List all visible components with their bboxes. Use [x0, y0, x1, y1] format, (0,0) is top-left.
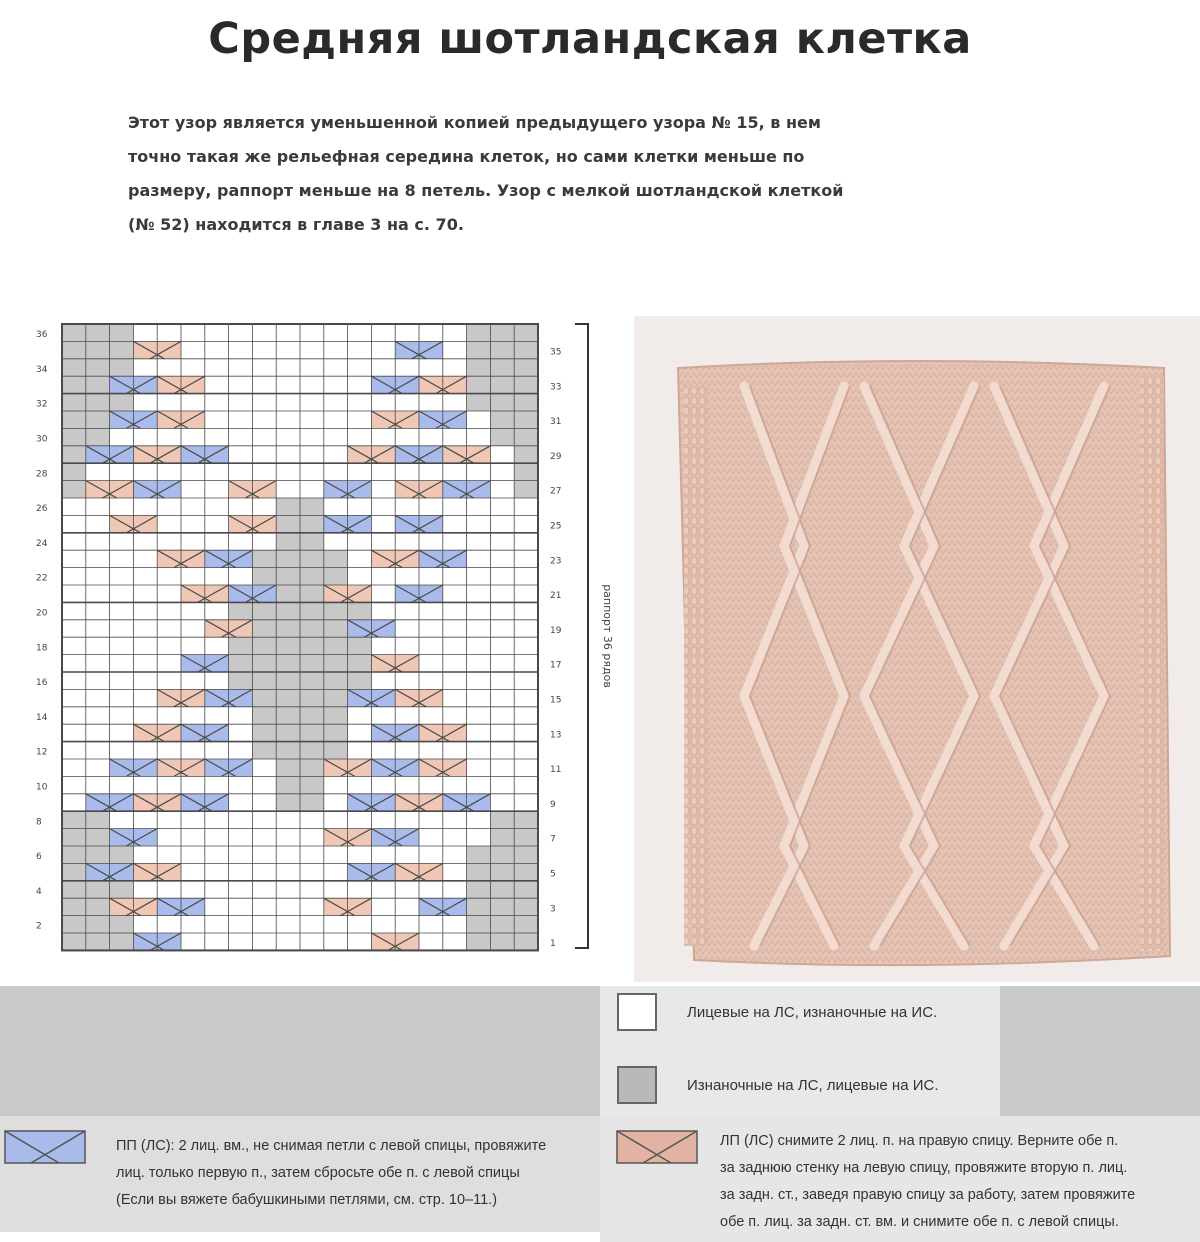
- legend-line: ПП (ЛС): 2 лиц. вм., не снимая петли с левой спицы, провяжите: [116, 1138, 547, 1154]
- row-number: 21: [550, 591, 562, 602]
- intro-paragraph: [128, 106, 928, 242]
- purl-stitch-block: [86, 324, 110, 446]
- row-number: 6: [36, 852, 42, 863]
- intro-line: размеру, раппорт меньше на 8 петель. Узор с мелкой шотландской клеткой: [128, 181, 844, 200]
- left-cross-icon: [616, 1130, 698, 1164]
- left-row-numbers: [36, 330, 48, 932]
- row-number: 17: [550, 660, 562, 671]
- row-number: 26: [36, 504, 48, 515]
- page-title: Средняя шотландская клетка: [208, 14, 972, 64]
- row-number: 30: [36, 434, 48, 445]
- legend-line: за заднюю стенку на левую спицу, провяжите вторую п. лиц.: [720, 1160, 1128, 1176]
- right-cross-text: [116, 1133, 546, 1214]
- legend-line: (Если вы вяжете бабушкиными петлями, см. стр. 10–11.): [116, 1192, 498, 1208]
- legend-knit-text: Лицевые на ЛС, изнаночные на ИС.: [687, 1003, 938, 1021]
- repeat-bracket: [575, 324, 588, 948]
- row-number: 2: [36, 921, 42, 932]
- row-number: 28: [36, 469, 48, 480]
- intro-line: (№ 52) находится в главе 3 на с. 70.: [128, 215, 464, 234]
- row-number: 7: [550, 834, 556, 845]
- right-row-numbers: [550, 347, 562, 949]
- row-number: 27: [550, 486, 562, 497]
- purl-square-icon: [617, 1066, 657, 1104]
- row-number: 1: [550, 939, 556, 950]
- legend-knit: [617, 993, 937, 1031]
- row-number: 22: [36, 573, 48, 584]
- row-number: 33: [550, 382, 562, 393]
- row-number: 11: [550, 765, 562, 776]
- row-number: 24: [36, 538, 48, 549]
- row-number: 16: [36, 678, 48, 689]
- legend-left-cross: [600, 1116, 1200, 1242]
- row-number: 14: [36, 712, 48, 723]
- row-number: 19: [550, 625, 562, 636]
- row-number: 9: [550, 799, 556, 810]
- row-number: 4: [36, 886, 42, 897]
- row-number: 31: [550, 417, 562, 428]
- legend-purl: [617, 1066, 939, 1104]
- row-number: 15: [550, 695, 562, 706]
- row-number: 34: [36, 364, 48, 375]
- legend-purl-text: Изнаночные на ЛС, лицевые на ИС.: [687, 1076, 939, 1094]
- row-number: 23: [550, 556, 562, 567]
- purl-stitch-block: [467, 324, 491, 411]
- row-number: 5: [550, 869, 556, 880]
- swatch-image: [634, 316, 1200, 982]
- row-number: 18: [36, 643, 48, 654]
- knit-square-icon: [617, 993, 657, 1031]
- row-number: 3: [550, 904, 556, 915]
- legend-line: лиц. только первую п., затем сбросьте обе п. с левой спицы: [116, 1165, 520, 1181]
- intro-line: точно такая же рельефная середина клеток, но сами клетки меньше по: [128, 147, 805, 166]
- legend-line: ЛП (ЛС) снимите 2 лиц. п. на правую спицу. Верните обе п.: [720, 1133, 1119, 1149]
- row-number: 29: [550, 451, 562, 462]
- legend-line: обе п. лиц. за задн. ст. вм. и снимите обе п. с левой спицы.: [720, 1214, 1119, 1230]
- row-number: 12: [36, 747, 48, 758]
- chart-grid: [62, 324, 538, 950]
- intro-line: Этот узор является уменьшенной копией предыдущего узора № 15, в нем: [128, 113, 821, 132]
- row-number: 10: [36, 782, 48, 793]
- row-number: 25: [550, 521, 562, 532]
- row-number: 20: [36, 608, 48, 619]
- left-cross-text: [720, 1128, 1135, 1236]
- legend-right-cross: [0, 1116, 600, 1232]
- legend-line: за задн. ст., заведя правую спицу за работу, затем провяжите: [720, 1187, 1136, 1203]
- row-number: 32: [36, 399, 48, 410]
- repeat-label: раппорт 36 рядов: [601, 584, 614, 688]
- legend-strip: [0, 986, 1200, 1116]
- purl-stitch-block: [490, 324, 514, 446]
- knitting-chart: [0, 300, 640, 990]
- row-number: 13: [550, 730, 562, 741]
- row-number: 8: [36, 817, 42, 828]
- knitted-swatch-photo: [634, 316, 1200, 982]
- row-number: 36: [36, 330, 48, 341]
- right-cross-icon: [4, 1130, 86, 1164]
- row-number: 35: [550, 347, 562, 358]
- purl-stitch-block: [110, 324, 134, 411]
